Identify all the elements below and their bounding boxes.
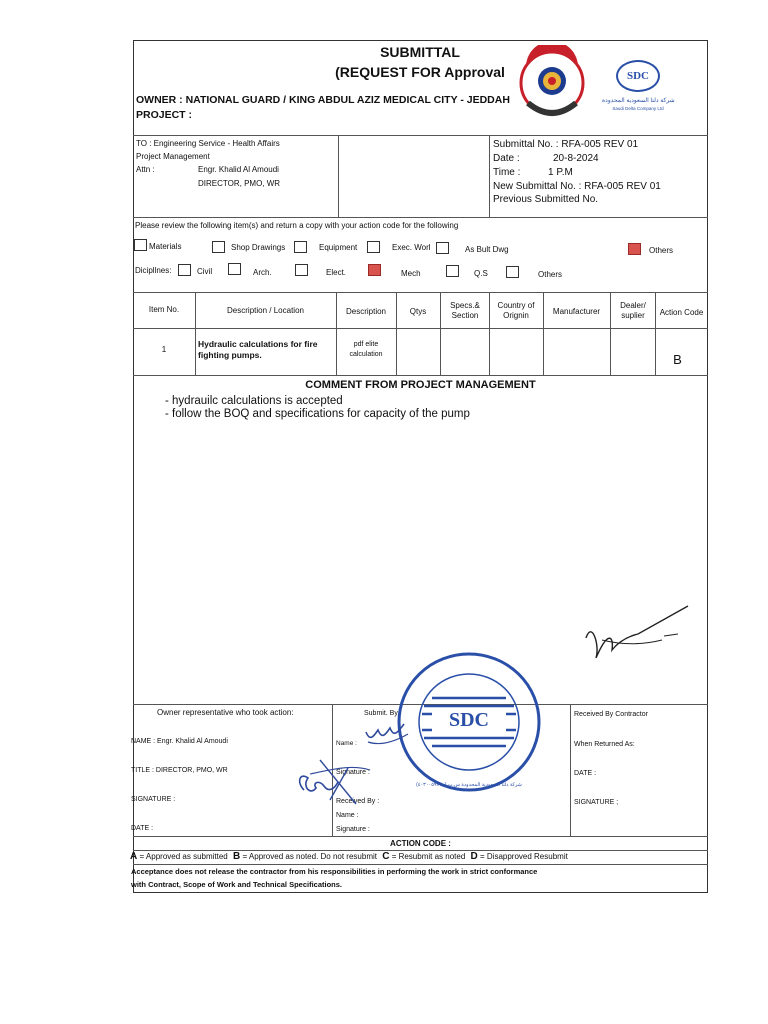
row-description: pdf elite calculation bbox=[349, 341, 383, 358]
code-c-key: C bbox=[382, 851, 390, 862]
checkbox-materials[interactable] bbox=[134, 239, 147, 251]
attn-title: DIRECTOR, PMO, WR bbox=[198, 179, 281, 188]
row-item-no: 1 bbox=[161, 345, 167, 354]
label-elect: Elect. bbox=[326, 268, 347, 277]
label-arch: Arch. bbox=[253, 268, 272, 277]
checkbox-mech-selected[interactable] bbox=[368, 264, 381, 276]
label-equipment: Equipment bbox=[319, 243, 358, 252]
date-value: 20-8-2024 bbox=[553, 153, 599, 164]
comment-line-2: - follow the BOQ and specifications for capacity of the pump bbox=[165, 408, 470, 420]
header-desc-location: Description / Location bbox=[227, 306, 304, 315]
action-code-legend bbox=[130, 851, 568, 863]
owner-rep-signature: SIGNATURE : bbox=[131, 796, 176, 803]
code-b-key: B bbox=[232, 851, 241, 862]
header-qtys: Qtys bbox=[409, 307, 427, 316]
label-as-built: As Bult Dwg bbox=[465, 245, 509, 254]
received-contractor: Received By Contractor bbox=[574, 711, 648, 718]
new-submittal-no: New Submittal No. : RFA-005 REV 01 bbox=[493, 181, 661, 192]
received-name: Name : bbox=[336, 812, 359, 819]
label-materials: Materials bbox=[149, 242, 182, 251]
header-specs: Specs.& Section bbox=[450, 301, 480, 320]
time-value: 1 P.M bbox=[548, 167, 573, 178]
comment-line-1: - hydrauilc calculations is accepted bbox=[165, 395, 343, 407]
header-action-code: Action Code bbox=[659, 308, 704, 317]
form-subtitle: (REQUEST FOR Approval bbox=[335, 64, 505, 80]
time-label: Time : bbox=[493, 167, 521, 178]
owner-rep-title-line: TITLE : DIRECTOR, PMO, WR bbox=[131, 767, 228, 774]
code-b-text: = Approved as noted. Do not resubmit bbox=[242, 852, 377, 861]
checkbox-arch[interactable] bbox=[228, 263, 241, 275]
owner-line: OWNER : NATIONAL GUARD / KING ABDUL AZIZ MEDICAL CITY - JEDDAH bbox=[136, 94, 510, 106]
disciplines-label: Dicipllnes: bbox=[135, 266, 172, 275]
contractor-date: DATE : bbox=[574, 770, 597, 777]
checkbox-qs[interactable] bbox=[446, 265, 459, 277]
blue-ink-signature-icon bbox=[290, 712, 440, 817]
received-by: Received By : bbox=[336, 798, 380, 805]
date-label: Date : bbox=[493, 153, 520, 164]
owner-rep-date: DATE : bbox=[131, 825, 154, 832]
header-manufacturer: Manufacturer bbox=[552, 307, 601, 316]
to-line: TO : Engineering Service - Health Affairs bbox=[136, 139, 280, 148]
national-guard-emblem-icon bbox=[508, 45, 596, 123]
submit-signature: Signature : bbox=[336, 769, 370, 776]
code-a-text: = Approved as submitted bbox=[139, 852, 228, 861]
contractor-signature: SIGNATURE ; bbox=[574, 799, 619, 806]
checkbox-equipment[interactable] bbox=[294, 241, 307, 253]
form-title: SUBMITTAL bbox=[380, 44, 460, 60]
submit-name: Name : bbox=[336, 740, 357, 747]
sdc-logo-text: SDC bbox=[626, 70, 649, 82]
signature-scribble-icon bbox=[578, 600, 693, 670]
code-d-key: D bbox=[470, 851, 478, 862]
checkbox-shop-drawings[interactable] bbox=[212, 241, 225, 253]
label-mech: Mech bbox=[401, 269, 421, 278]
label-exec-work: Exec. Worl bbox=[392, 243, 431, 252]
header-item-no: Item No. bbox=[148, 305, 180, 314]
header-country: Country of Orignin bbox=[497, 301, 535, 320]
owner-rep-name: NAME : Engr. Khalid Al Amoudi bbox=[131, 738, 228, 745]
disclaimer-line-1: Acceptance does not release the contractor from his responsibilities in performing the work in strict conformance bbox=[131, 867, 538, 876]
received-signature: Signature : bbox=[336, 826, 370, 833]
header-dealer: Dealer/ suplier bbox=[620, 301, 646, 320]
dept-line: Project Management bbox=[136, 152, 210, 161]
project-line: PROJECT : bbox=[136, 109, 193, 121]
sdc-arabic-name: شركة دلتا السعودية المحدودة bbox=[602, 98, 675, 104]
review-instruction: Please review the following item(s) and return a copy with your action code for the following bbox=[135, 221, 459, 230]
label-qs: Q.S bbox=[474, 269, 488, 278]
attn-name: Engr. Khalid Al Amoudi bbox=[198, 165, 279, 174]
disclaimer-line-2: with Contract, Scope of Work and Technical Specifications. bbox=[131, 880, 343, 889]
checkbox-as-built[interactable] bbox=[436, 242, 449, 254]
row-desc-location: Hydraulic calculations for fire fighting pumps. bbox=[198, 339, 318, 360]
checkbox-civil[interactable] bbox=[178, 264, 191, 276]
code-d-text: = Disapproved Resubmit bbox=[480, 852, 568, 861]
stamp-sdc-text: SDC bbox=[448, 709, 489, 731]
header-description: Description bbox=[345, 307, 386, 316]
checkbox-elect[interactable] bbox=[295, 264, 308, 276]
divider bbox=[133, 135, 708, 136]
code-c-text: = Resubmit as noted bbox=[391, 852, 466, 861]
previous-submittal: Previous Submitted No. bbox=[493, 194, 599, 205]
submit-by: Submit. By : bbox=[364, 710, 402, 717]
stamp-ring-text: شركة دلتا السعودية المحدودة س.ت (٤٠٣٠٠٥٩٧٢٠) bbox=[416, 782, 522, 788]
label-civil: Civil bbox=[197, 267, 213, 276]
checkbox-others-discipline[interactable] bbox=[506, 266, 519, 278]
label-others: Others bbox=[649, 246, 674, 255]
action-code-title: ACTION CODE : bbox=[390, 839, 451, 848]
sdc-english-name: Saudi Delta Company Ltd bbox=[612, 106, 664, 111]
label-others-discipline: Others bbox=[538, 270, 563, 279]
code-a-key: A bbox=[130, 851, 138, 862]
owner-rep-title: Owner representative who took action: bbox=[157, 708, 294, 717]
comment-title: COMMENT FROM PROJECT MANAGEMENT bbox=[305, 379, 536, 391]
attn-label: Attn : bbox=[136, 165, 155, 174]
when-returned: When Returned As: bbox=[574, 741, 635, 748]
checkbox-exec-work[interactable] bbox=[367, 241, 380, 253]
checkbox-others[interactable] bbox=[628, 243, 641, 255]
submittal-no: Submittal No. : RFA-005 REV 01 bbox=[493, 139, 639, 150]
label-shop-drawings: Shop Drawings bbox=[231, 243, 286, 252]
row-action-code: B bbox=[673, 352, 682, 367]
